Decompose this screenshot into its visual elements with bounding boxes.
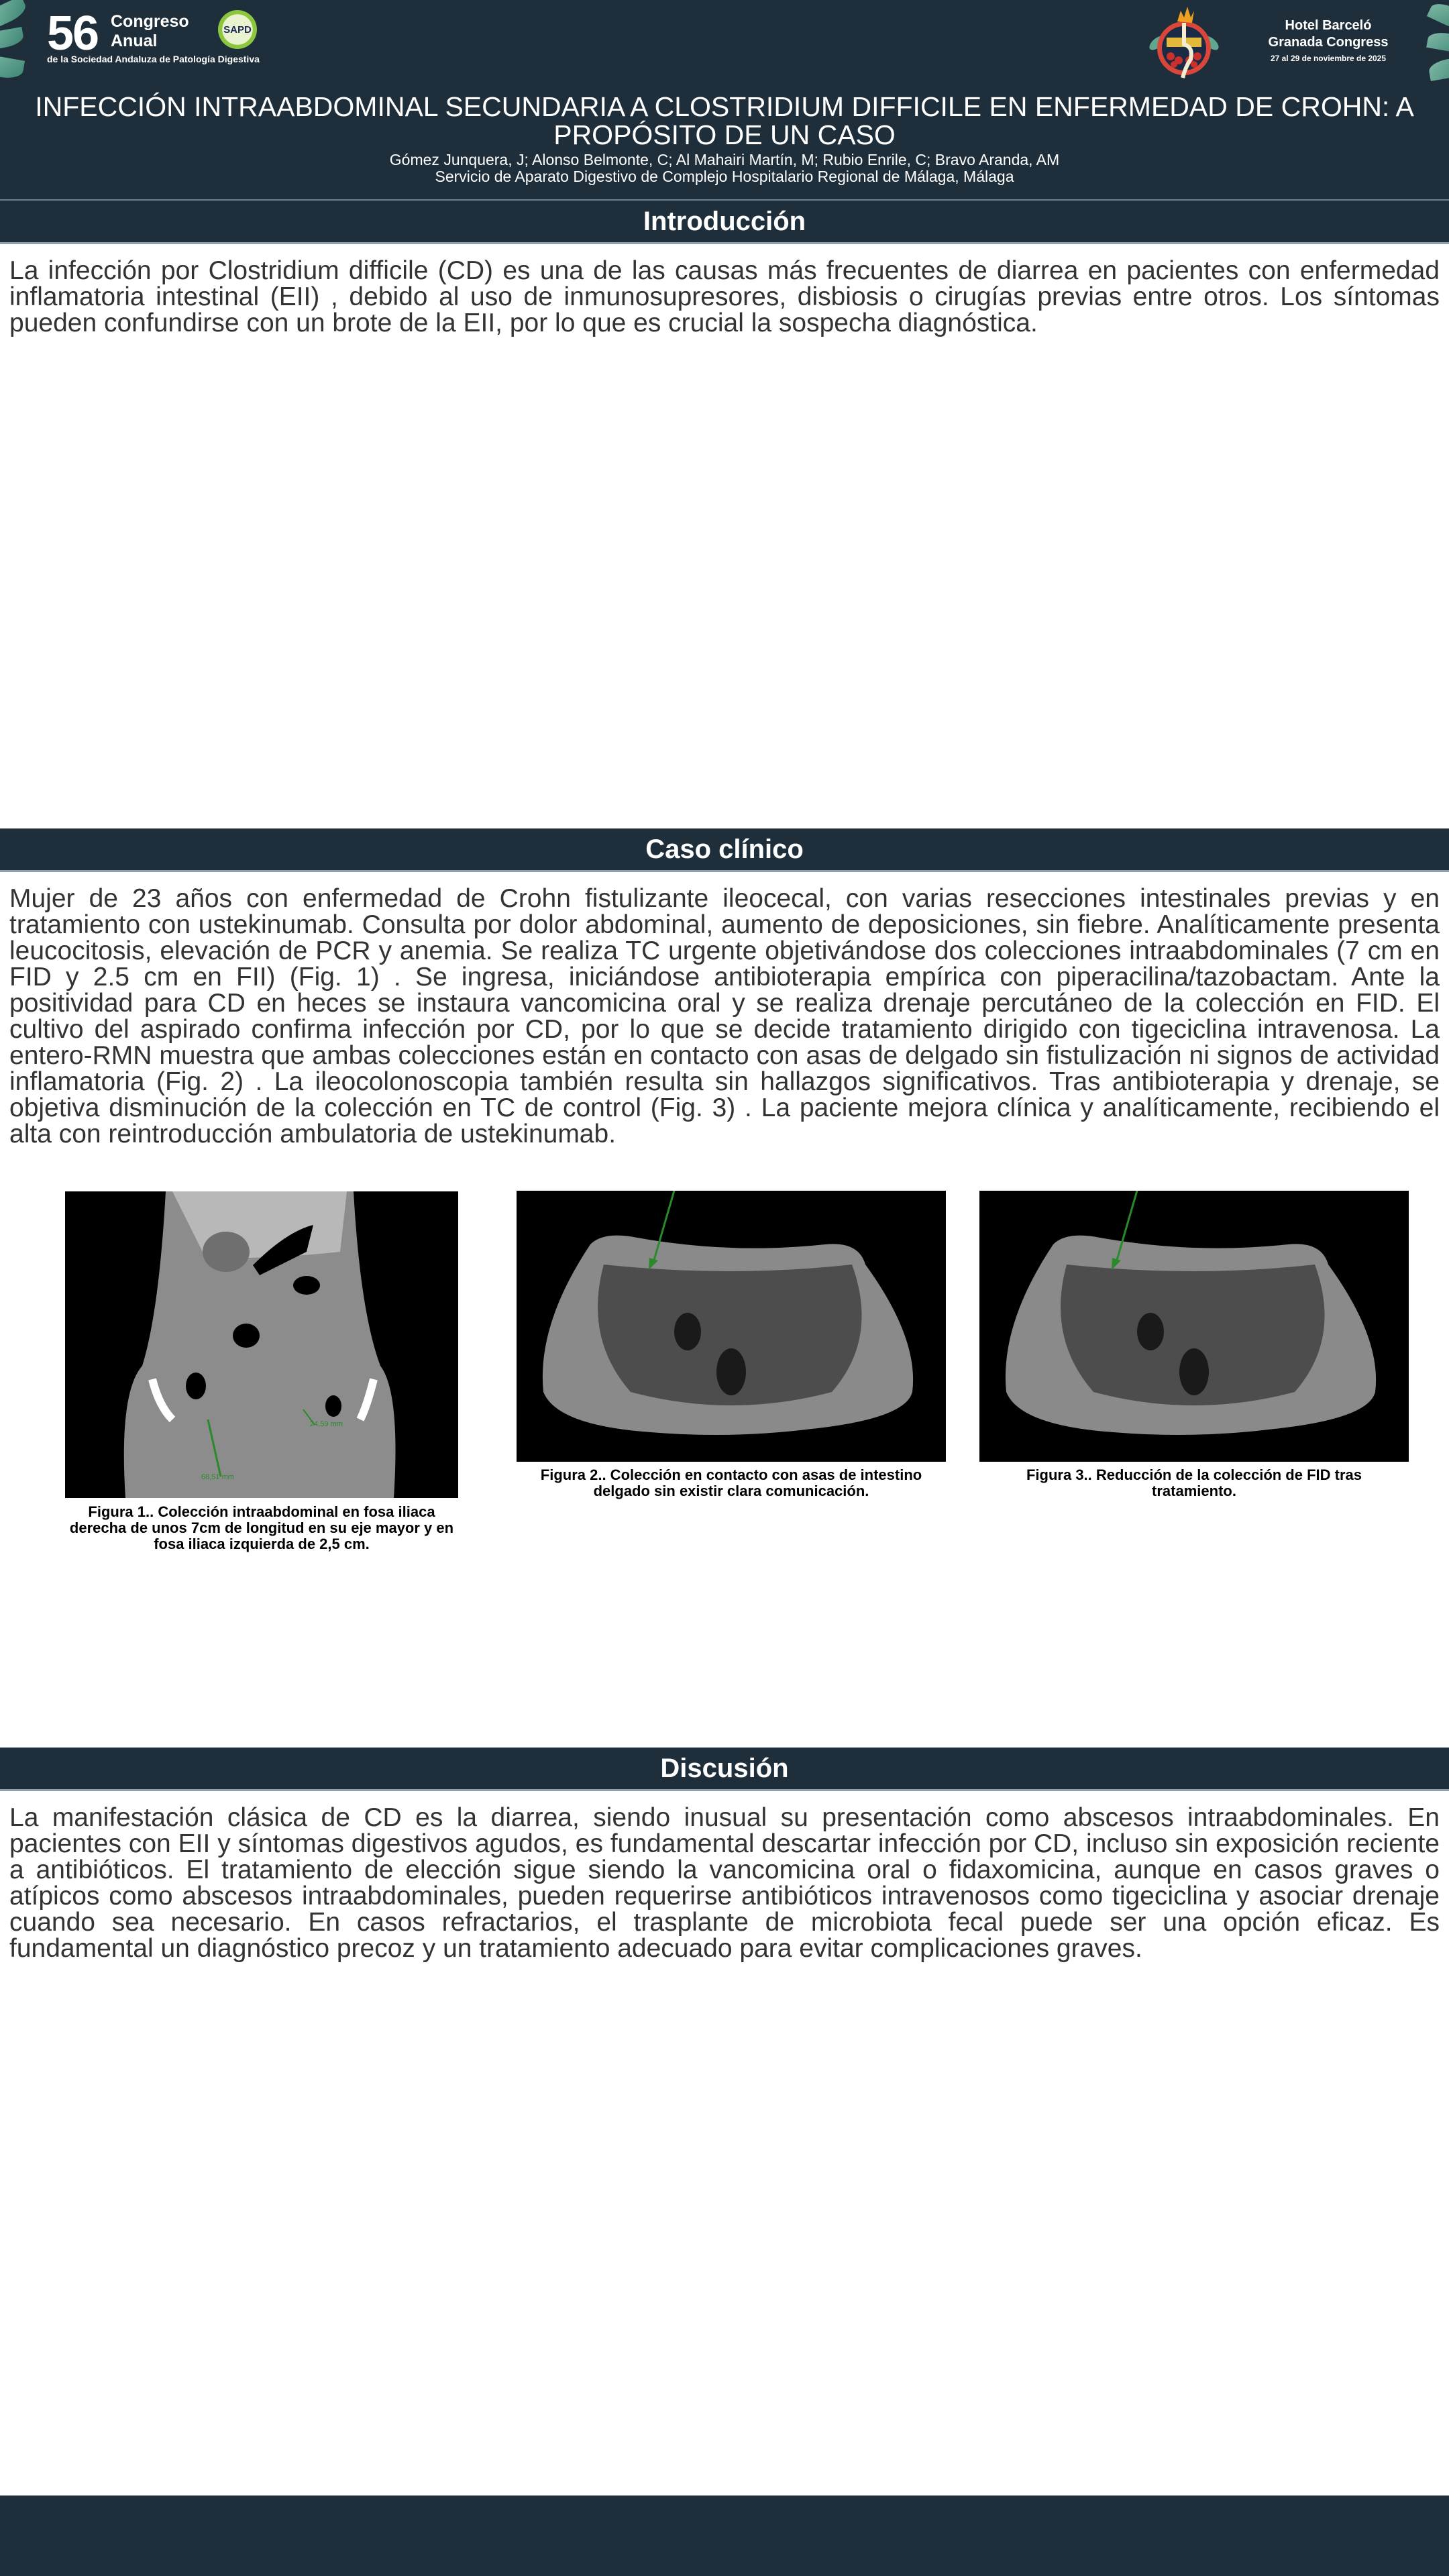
figure-2-image [517, 1191, 946, 1462]
mri-loop [674, 1313, 701, 1350]
mri-rectum [716, 1348, 746, 1395]
section-heading-case: Caso clínico [0, 828, 1449, 872]
axial-mri-followup-image [979, 1191, 1409, 1462]
figure-3-caption: Figura 3.. Reducción de la colección de FID tras tratamiento. [1026, 1466, 1362, 1499]
figure-2 [517, 1191, 946, 1513]
measurement-label-2: 24,59 mm [310, 1420, 343, 1428]
figure-1-image [65, 1191, 458, 1498]
authors-block [0, 152, 1449, 185]
figure-1 [65, 1191, 458, 1567]
logo-crown [1177, 7, 1194, 23]
mri-loop [1137, 1313, 1164, 1350]
society-name: de la Sociedad Andaluza de Patología Digestiva [47, 54, 260, 64]
leaf-decoration-left [0, 0, 29, 30]
coronal-ct-image [65, 1191, 458, 1498]
discussion-text: La manifestación clásica de CD es la diarrea, siendo inusual su presentación como abscesos intraabdominales. En pacientes con EII y síntomas digestivos agudos, es fundamental descartar infección por CD, incluso sin exposición reciente a antibióticos. El tratamiento de elección sigue siendo la vancomicina oral o fidaxomicina, aunque en casos graves o atípicos como abscesos intraabdominales, pueden requerirse antibióticos intravenosos como tigeciclina y asociar drenaje cuando sea necesario. En casos refractarios, el trasplante de microbiota fecal puede ser una opción eficaz. Es fundamental un diagnóstico precoz y un tratamiento adecuado para evitar complicaciones graves. [9, 1803, 1440, 1963]
affiliation: Servicio de Aparato Digestivo de Complejo Hospitalario Regional de Málaga, Málaga [435, 168, 1014, 185]
congress-label [111, 12, 189, 51]
congress-label-line1: Congreso [111, 12, 189, 31]
ct-gas [293, 1276, 320, 1295]
measurement-label-1: 68,51 mm [201, 1473, 234, 1481]
granada-congress-logo [1144, 3, 1224, 83]
congress-label-line2: Anual [111, 32, 158, 50]
figure-1-caption: Figura 1.. Colección intraabdominal en fosa iliaca derecha de unos 7cm de longitud en su eje mayor y en fosa iliaca izquierda de 2,5 cm. [69, 1503, 454, 1552]
figure-2-caption: Figura 2.. Colección en contacto con asas de intestino delgado sin existir clara comunicación. [540, 1466, 922, 1499]
sapd-logo-text: SAPD [223, 23, 252, 36]
mri-rectum [1179, 1348, 1209, 1395]
venue-line1: Hotel Barceló [1285, 18, 1372, 33]
sapd-logo [218, 10, 257, 49]
congress-number: 56 [47, 7, 99, 60]
authors: Gómez Junquera, J; Alonso Belmonte, C; Al Mahairi Martín, M; Rubio Enrile, C; Bravo Aranda, AM [389, 151, 1060, 168]
leaf-decoration-right [1426, 30, 1449, 54]
leaf-decoration-right [1428, 56, 1449, 81]
poster-header [0, 0, 1449, 199]
poster-footer [0, 2496, 1449, 2576]
ct-gallbladder [203, 1232, 250, 1272]
leaf-decoration-left [0, 54, 25, 81]
section-heading-intro: Introducción [0, 201, 1449, 244]
section-heading-discussion: Discusión [0, 1748, 1449, 1791]
leaf-decoration-left [0, 27, 25, 51]
case-text: Mujer de 23 años con enfermedad de Crohn fistulizante ileocecal, con varias resecciones intestinales previas y en tratamiento con ustekinumab. Consulta por dolor abdominal, aumento de deposiciones, sin fiebre. Analíticamente presenta leucocitosis, elevación de PCR y anemia. Se realiza TC urgente objetivándose dos colecciones intraabdominales (7 cm en FID y 2.5 cm en FII) (Fig. 1) . Se ingresa, iniciándose antibioterapia empírica con piperacilina/tazobactam. Ante la positividad para CD en heces se instaura vancomicina oral y se realiza drenaje percutáneo de la colección en FID. El cultivo del aspirado confirma infección por CD, por lo que se decide tratamiento dirigido con tigeciclina intravenosa. La entero-RMN muestra que ambas colecciones están en contacto con asas de delgado sin fistulización ni signos de actividad inflamatoria (Fig. 2) . La ileocolonoscopia también resulta sin hallazgos significativos. Tras antibioterapia y drenaje, se objetiva disminución de la colección en TC de control (Fig. 3) . La paciente mejora clínica y analíticamente, recibiendo el alta con reintroducción ambulatoria de ustekinumab. [9, 884, 1440, 1148]
ct-gas [233, 1324, 260, 1348]
ct-gas [325, 1395, 341, 1417]
leaf-decoration-right [1427, 0, 1449, 33]
venue [1254, 17, 1402, 51]
venue-line2: Granada Congress [1268, 35, 1389, 50]
poster-title: INFECCIÓN INTRAABDOMINAL SECUNDARIA A CLOSTRIDIUM DIFFICILE EN ENFERMEDAD DE CROHN: A PROPÓSITO DE UN CASO [35, 91, 1414, 150]
figure-3 [979, 1191, 1409, 1513]
figure-3-image [979, 1191, 1409, 1462]
congress-dates: 27 al 29 de noviembre de 2025 [1270, 54, 1387, 63]
ct-gas [186, 1373, 206, 1399]
axial-mri-image [517, 1191, 946, 1462]
intro-text: La infección por Clostridium difficile (CD) es una de las causas más frecuentes de diarrea en pacientes con enfermedad inflamatoria intestinal (EII) , debido al uso de inmunosupresores, disbiosis o cirugías previas entre otros. Los síntomas pueden confundirse con un brote de la EII, por lo que es crucial la sospecha diagnóstica. [9, 256, 1440, 337]
